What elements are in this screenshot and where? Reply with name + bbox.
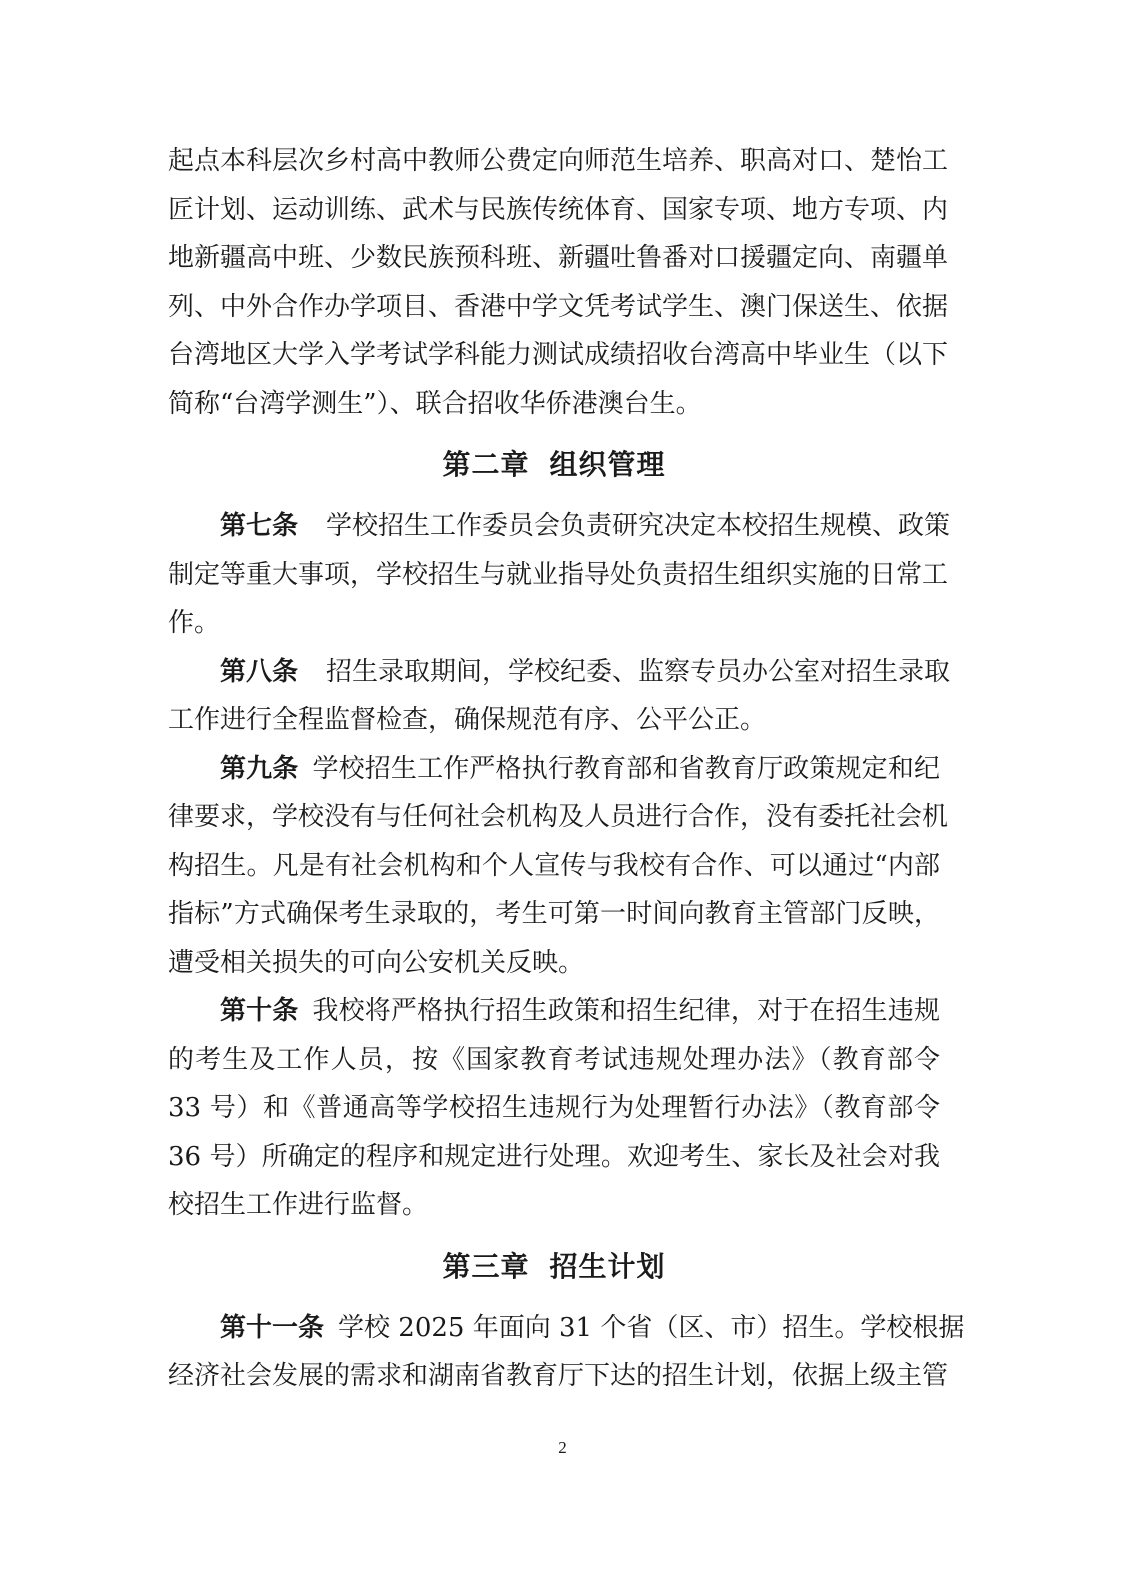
- chapter-title: 招生计划: [549, 1249, 666, 1283]
- article-8: [168, 648, 951, 745]
- paragraph-line: 遭受相关损失的可向公安机关反映。: [168, 947, 585, 978]
- chapter-heading: [168, 436, 940, 494]
- paragraph-line: [168, 1304, 965, 1353]
- paragraph-line: 匠计划、运动训练、武术与民族传统体育、国家专项、地方专项、内: [168, 194, 949, 225]
- article-text: 招生录取期间，学校纪委、监察专员办公室对招生录取: [326, 656, 951, 687]
- paragraph-line: 的考生及工作人员，按《国家教育考试违规处理办法》（教育部令: [168, 1044, 940, 1075]
- paragraph-line: 校招生工作进行监督。: [168, 1190, 429, 1220]
- paragraph-line: [168, 987, 940, 1036]
- article-text: 学校 2025 年面向 31 个省（区、市）招生。学校根据: [338, 1312, 965, 1343]
- chapter-heading: [168, 1238, 940, 1296]
- document-page: [168, 137, 965, 1401]
- article-label: 第十条: [220, 996, 299, 1026]
- paragraph-line: 36 号）所确定的程序和规定进行处理。欢迎考生、家长及社会对我: [168, 1141, 940, 1172]
- paragraph-line: 地新疆高中班、少数民族预科班、新疆吐鲁番对口援疆定向、南疆单: [168, 243, 949, 273]
- article-11: [168, 1304, 965, 1401]
- paragraph-line: [168, 745, 940, 794]
- paragraph-line: [168, 502, 951, 551]
- paragraph-line: 简称“台湾学测生”）、联合招收华侨港澳台生。: [168, 388, 702, 419]
- paragraph-line: 经济社会发展的需求和湖南省教育厅下达的招生计划，依据上级主管: [168, 1361, 949, 1391]
- chapter-title: 组织管理: [549, 448, 666, 481]
- paragraph-line: 构招生。凡是有社会机构和个人宣传与我校有合作、可以通过“内部: [168, 850, 940, 881]
- paragraph-line: 指标”方式确保考生录取的，考生可第一时间向教育主管部门反映，: [168, 899, 940, 929]
- paragraph-line: 列、中外合作办学项目、香港中学文凭考试学生、澳门保送生、依据: [168, 291, 949, 322]
- paragraph-line: 作。: [168, 608, 221, 638]
- article-text: 学校招生工作严格执行教育部和省教育厅政策规定和纪: [312, 753, 940, 784]
- intro-paragraph: [168, 137, 949, 428]
- article-text: 学校招生工作委员会负责研究决定本校招生规模、政策: [326, 511, 951, 541]
- article-label: 第十一条: [220, 1312, 325, 1343]
- paragraph-line: [168, 648, 951, 697]
- paragraph-line: 台湾地区大学入学考试学科能力测试成绩招收台湾高中毕业生（以下: [168, 340, 949, 370]
- page-number: 2: [558, 1438, 567, 1457]
- article-7: [168, 502, 951, 648]
- article-label: 第九条: [220, 753, 299, 784]
- paragraph-line: 工作进行全程监督检查，确保规范有序、公平公正。: [168, 705, 767, 735]
- chapter-number: 第三章: [442, 1249, 530, 1283]
- article-label: 第八条: [220, 656, 299, 687]
- paragraph-line: 制定等重大事项，学校招生与就业指导处负责招生组织实施的日常工: [168, 559, 949, 590]
- article-9: [168, 745, 949, 988]
- article-label: 第七条: [220, 511, 299, 541]
- chapter-number: 第二章: [442, 448, 530, 481]
- article-text: 我校将严格执行招生政策和招生纪律，对于在招生违规: [312, 996, 940, 1026]
- paragraph-line: 起点本科层次乡村高中教师公费定向师范生培养、职高对口、楚怡工: [168, 146, 949, 176]
- article-10: [168, 987, 940, 1230]
- paragraph-line: 律要求，学校没有与任何社会机构及人员进行合作，没有委托社会机: [168, 802, 949, 832]
- paragraph-line: 33 号）和《普通高等学校招生违规行为处理暂行办法》（教育部令: [168, 1093, 940, 1123]
